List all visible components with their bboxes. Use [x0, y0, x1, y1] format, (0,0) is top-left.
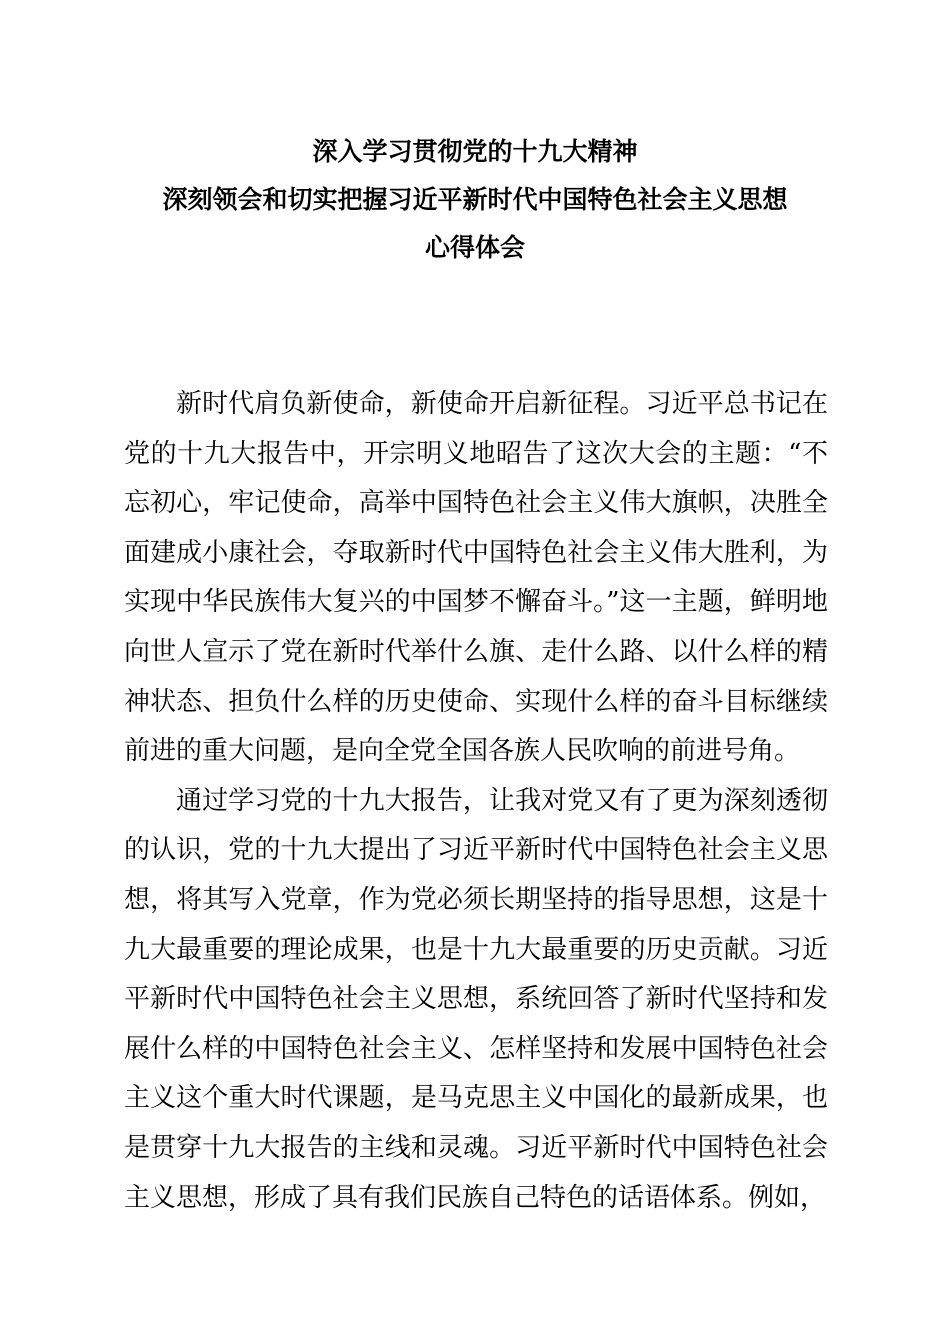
- document-body: [124, 380, 828, 1223]
- paragraph-2: 通过学习党的十九大报告，让我对党又有了更为深刻透彻的认识，党的十九大提出了习近平新时代中国特色社会主义思想，将其写入党章，作为党必须长期坚持的指导思想，这是十九大最重要的理论成果，也是十九大最重要的历史贡献。习近平新时代中国特色社会主义思想，系统回答了新时代坚持和发展什么样的中国特色社会主义、怎样坚持和发展中国特色社会主义这个重大时代课题，是马克思主义中国化的最新成果，也是贯穿十九大报告的主线和灵魂。习近平新时代中国特色社会主义思想，形成了具有我们民族自己特色的话语体系。例如，: [124, 785, 828, 1213]
- title-line-2: 深刻领会和切实把握习近平新时代中国特色社会主义思想: [162, 185, 788, 214]
- document-title: [0, 128, 950, 272]
- title-line-1: 深入学习贯彻党的十九大精神: [312, 137, 638, 166]
- title-line-3: 心得体会: [424, 233, 525, 262]
- paragraph-1: 新时代肩负新使命，新使命开启新征程。习近平总书记在党的十九大报告中，开宗明义地昭告了这次大会的主题：“不忘初心，牢记使命，高举中国特色社会主义伟大旗帜，决胜全面建成小康社会，夺取新时代中国特色社会主义伟大胜利，为实现中华民族伟大复兴的中国梦不懈奋斗。”这一主题，鲜明地向世人宣示了党在新时代举什么旗、走什么路、以什么样的精神状态、担负什么样的历史使命、实现什么样的奋斗目标继续前进的重大问题，是向全党全国各族人民吹响的前进号角。: [124, 389, 828, 767]
